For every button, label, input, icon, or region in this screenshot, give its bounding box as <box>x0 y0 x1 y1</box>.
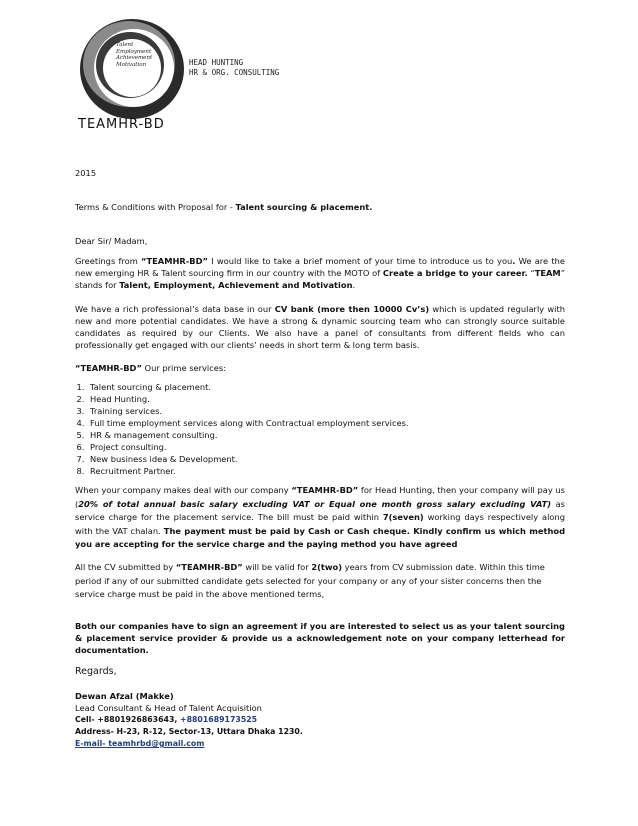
validity-text-1: All the CV submitted by <box>75 562 176 572</box>
charge-text-2: for Head Hunting, then your company will pay us ( <box>75 485 565 509</box>
intro-team: TEAM <box>534 268 561 278</box>
signer-name: Dewan Afzal (Makke) <box>75 691 174 701</box>
logo-tagline-1: HEAD HUNTING <box>189 58 244 67</box>
services-heading <box>75 362 565 374</box>
intro-moto: Create a bridge to your career. <box>382 268 528 278</box>
logo-brand-text: TEAMHR-BD <box>78 117 165 132</box>
email-link[interactable]: E-mail- teamhrbd@gmail.com <box>75 739 205 748</box>
letter-subject <box>75 201 565 213</box>
charge-text-3: as service charge for the placement service. The bill must be paid within <box>75 498 565 522</box>
intro-text-6: . <box>352 280 356 290</box>
database-cv-bank: CV bank (more then 10000 Cv’s) <box>274 304 430 314</box>
charge-brand: “TEAMHR-BD” <box>291 485 359 495</box>
list-item: 7. New business idea & Development. <box>87 453 565 465</box>
list-item: 5. HR & management consulting. <box>87 429 565 441</box>
validity-brand: “TEAMHR-BD” <box>175 562 243 572</box>
services-list <box>75 381 565 477</box>
letter-date: 2015 <box>75 168 97 178</box>
logo-circle-text <box>116 42 152 68</box>
intro-brand: “TEAMHR-BD” <box>141 256 208 266</box>
charge-payment-method: The payment must be paid by Cash or Cash cheque. Kindly confirm us which method you are accepting for the service charge and the paying method you have agreed <box>75 525 566 549</box>
validity-years: 2(two) <box>311 562 343 572</box>
signature-block <box>75 690 565 750</box>
charge-text-1: When your company makes deal with our company <box>75 485 292 495</box>
list-item: 3. Training services. <box>87 405 565 417</box>
agreement-paragraph <box>75 620 565 656</box>
database-text-1: We have a rich professional’s data base in our <box>75 304 275 314</box>
list-item: 2. Head Hunting. <box>87 393 565 405</box>
intro-period: . <box>512 256 516 266</box>
logo-line-motivation: Motivation <box>116 61 147 68</box>
logo-line-employment: Employment <box>116 48 152 55</box>
validity-text-3: years from CV submission date. Within this time period if any of our submitted candidate gets selected for your company or any of your sister concerns then the service charge must be paid in the above mentioned terms, <box>75 562 545 599</box>
list-item: 1. Talent sourcing & placement. <box>87 381 565 393</box>
salutation: Dear Sir/ Madam, <box>75 236 148 246</box>
validity-paragraph <box>75 561 565 602</box>
charge-days: 7(seven) <box>382 512 424 522</box>
logo-line-talent: Talent <box>116 42 134 48</box>
service-charge-paragraph <box>75 484 565 552</box>
services-brand: “TEAMHR-BD” <box>75 363 142 373</box>
database-paragraph <box>75 303 565 351</box>
company-logo <box>72 14 312 164</box>
list-item: 4. Full time employment services along with Contractual employment services. <box>87 417 565 429</box>
intro-text-2: I would like to take a brief moment of your time to introduce us to you <box>207 256 513 266</box>
intro-text-3: We are the new emerging HR & Talent sourcing firm in our country with the MOTO of <box>75 256 565 278</box>
subject-prefix: Terms & Conditions with Proposal for - <box>75 202 236 212</box>
closing-regards: Regards, <box>75 666 117 677</box>
list-item: 6. Project consulting. <box>87 441 565 453</box>
subject-title: Talent sourcing & placement. <box>235 202 373 212</box>
agreement-text: Both our companies have to sign an agreement if you are interested to select us as your talent sourcing & placement service provider & provide us a acknowledgement note on your company letterhead for documentation. <box>75 621 565 655</box>
intro-text-1: Greetings from <box>75 256 142 266</box>
intro-text-5: ” stands for <box>75 268 566 290</box>
logo-tagline <box>189 58 279 78</box>
signer-address: Address- H-23, R-12, Sector-13, Uttara Dhaka 1230. <box>75 727 303 736</box>
services-heading-text: Our prime services: <box>141 363 227 373</box>
logo-tagline-2: HR & ORG. CONSULTING <box>189 68 280 77</box>
list-item: 8. Recruitment Partner. <box>87 465 565 477</box>
intro-text-4: “ <box>527 268 535 278</box>
intro-paragraph <box>75 255 565 291</box>
validity-text-2: will be valid for <box>242 562 312 572</box>
charge-text-4: working days respectively along with the VAT chalan. <box>75 512 565 536</box>
logo-line-achievement: Achievement <box>116 55 153 61</box>
logo-emblem <box>72 14 312 164</box>
signer-title: Lead Consultant & Head of Talent Acquisition <box>75 703 262 713</box>
database-text-2: which is updated regularly with new and more potential candidates. We have a strong & dynamic sourcing team who can strongly source suitable candidates as required by our Clients. We also have a panel of consultants from different fields who can professionally get engaged with our clients’ needs in short term & long term basis. <box>75 304 565 350</box>
charge-fee-terms: 20% of total annual basic salary excluding VAT or Equal one month gross salary excluding VAT) <box>78 498 552 509</box>
signer-cell-2: +8801689173525 <box>180 715 258 724</box>
intro-team-meaning: Talent, Employment, Achievement and Motivation <box>119 280 353 290</box>
signer-cell: Cell- +8801926863643, <box>75 715 181 724</box>
